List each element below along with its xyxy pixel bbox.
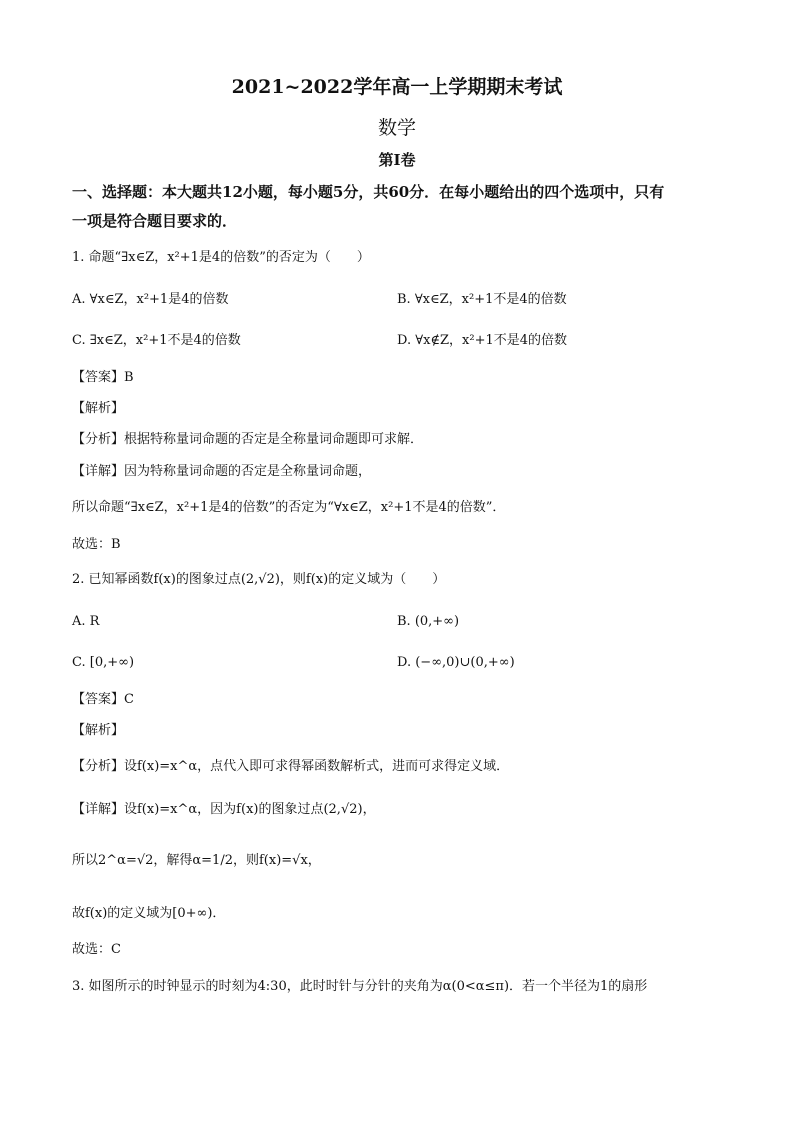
question-2-detail: 【详解】设f(x)=x^α，因为f(x)的图象过点(2,√2)， xyxy=(72,802,376,817)
question-2-option-a: A. R xyxy=(72,614,100,629)
question-1-option-a: A. ∀x∈Z，x²+1是4的倍数 xyxy=(72,292,229,307)
question-2-analysis-label: 【解析】 xyxy=(72,723,125,738)
question-3-stem: 3. 如图所示的时钟显示的时刻为4:30，此时时针与分针的夹角为α(0<α≤π)．若一个半径为1的扇形 xyxy=(72,979,648,994)
question-2-option-d: D. (−∞,0)∪(0,+∞) xyxy=(397,655,515,670)
section-instructions-line-1: 一、选择题：本大题共12小题，每小题5分，共60分．在每小题给出的四个选项中，只有 xyxy=(72,183,665,201)
question-1-option-c: C. ∃x∈Z，x²+1不是4的倍数 xyxy=(72,333,241,348)
question-2-domain: 故f(x)的定义域为[0+∞)． xyxy=(72,906,226,921)
question-1-conclusion: 所以命题“∃x∈Z，x²+1是4的倍数”的否定为“∀x∈Z，x²+1不是4的倍数”． xyxy=(72,500,506,515)
question-1-analysis: 【分析】根据特称量词命题的否定是全称量词命题即可求解． xyxy=(72,432,424,447)
question-2-analysis: 【分析】设f(x)=x^α，点代入即可求得幂函数解析式，进而可求得定义域． xyxy=(72,759,510,774)
subject-heading: 数学 xyxy=(377,117,416,139)
question-2-solution: 所以2^α=√2，解得α=1/2，则f(x)=√x， xyxy=(72,853,321,868)
question-1-choice: 故选：B xyxy=(72,537,121,552)
question-2-stem: 2. 已知幂函数f(x)的图象过点(2,√2)，则f(x)的定义域为（ ） xyxy=(72,572,446,587)
question-2-choice: 故选：C xyxy=(72,942,121,957)
question-1-answer: 【答案】B xyxy=(72,370,134,385)
question-1-stem: 1. 命题“∃x∈Z，x²+1是4的倍数”的否定为（ ） xyxy=(72,250,370,265)
question-1-option-d: D. ∀x∉Z，x²+1不是4的倍数 xyxy=(397,333,568,348)
section-instructions-line-2: 一项是符合题目要求的． xyxy=(72,212,238,230)
question-1-option-b: B. ∀x∈Z，x²+1不是4的倍数 xyxy=(397,292,567,307)
question-2-option-c: C. [0,+∞) xyxy=(72,655,135,670)
question-2-answer: 【答案】C xyxy=(72,692,134,707)
exam-title: 2021~2022学年高一上学期期末考试 xyxy=(231,76,563,98)
volume-heading: 第I卷 xyxy=(378,151,416,169)
question-1-analysis-label: 【解析】 xyxy=(72,401,125,416)
question-1-detail: 【详解】因为特称量词命题的否定是全称量词命题， xyxy=(72,464,372,479)
question-2-option-b: B. (0,+∞) xyxy=(397,614,460,629)
